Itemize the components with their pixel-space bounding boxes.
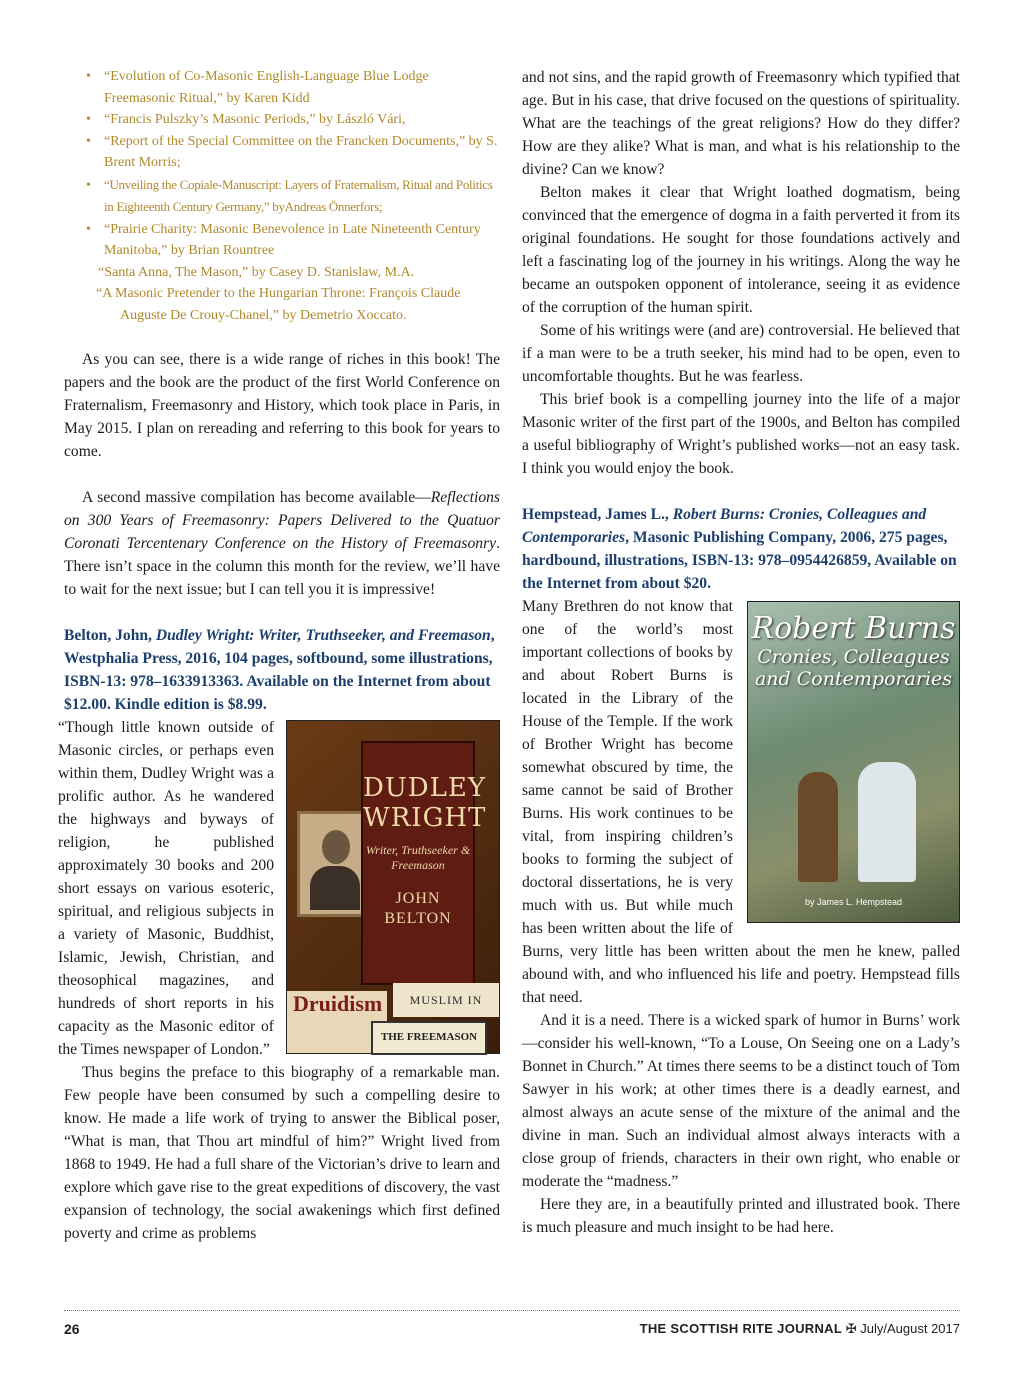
newspaper-druidism: Druidism — [287, 991, 387, 1053]
newspaper-muslim: MUSLIM IN — [393, 983, 499, 1017]
quote-paragraph: “Though little known outside of Masonic circles, or perhaps even within them, Dudley Wright was a prolific author. As he wandered the highways and byways of religion, he published approximately 30 books and 200 short essays on various esoteric, spiritual, and religious subjects in a variety of Masonic, Buddhist, Islamic, Jewish, Christian, and theosophical magazines, and hundreds of short reports in his capacity as the Masonic editor of the Times newspaper of London.” — [58, 719, 274, 1058]
cross-icon: ✠ — [845, 1321, 857, 1336]
paragraph: Here they are, in a beautifully printed and illustrated book. There is much pleasure and much insight to be had here. — [522, 1196, 960, 1236]
paragraph: Belton makes it clear that Wright loathed dogmatism, being convinced that the emergence of dogma in a faith perverted it from its original foundations. He sought for those foundations actively and left a fascinating log of the journey in his writings. Along the way he became an outspoken opponent of intolerance, seeing it as evidence of the corruption of the human spirit. — [522, 184, 960, 316]
footer-divider — [64, 1310, 960, 1311]
journal-footer: THE SCOTTISH RITE JOURNAL ✠ July/August 2017 — [639, 1321, 960, 1336]
paragraph: Thus begins the preface to this biography of a remarkable man. Few people have been consumed by such a compelling desire to know. He made a life work of trying to answer the Biblical poser, “What is man, that Thou art mindful of him?” Wright lived from 1868 to 1949. He had a full share of the Victorian’s drive to learn and explore which gave rise to the great expeditions of discovery, the vast expansion of technology, the social awakenings which first defined poverty and crime as problems — [64, 1064, 500, 1242]
list-item: “A Masonic Pretender to the Hungarian Throne: François Claude Auguste De Crouy-Chanel,” by Demetrio Xoccato. — [96, 286, 461, 323]
cover-illustration — [788, 752, 928, 892]
book-cover-dudley-wright — [286, 720, 500, 1054]
list-item: “Santa Anna, The Mason,” by Casey D. Stanislaw, M.A. — [98, 264, 415, 280]
paragraph: Some of his writings were (and are) controversial. He believed that if a man were to be a truth seeker, his mind had to be open, even to uncomfortable thoughts. But he was fearless. — [522, 322, 960, 385]
paragraph: As you can see, there is a wide range of riches in this book! The papers and the book are the product of the first World Conference on Fraternalism, Freemasonry and History, which took place in Paris, in May 2015. I plan on rereading and referring to this book for years to come. — [64, 351, 500, 460]
paragraph: And it is a need. There is a wicked spark of humor in Burns’ work—consider his well-known, “To a Louse, On Seeing one on a Lady’s Bonnet in Church.” At times there seems to be a distinct touch of Tom Sawyer in his work; at other times there is a deadly earnest, and almost always an acute sense of the mixture of the animal and the divine in man. Such an individual almost always interacts with a close group of friends, characters in their own right, who enable or moderate the “madness.” — [522, 1012, 960, 1190]
review-heading-hempstead: Hempstead, James L., Robert Burns: Cronies, Colleagues and Contemporaries, Masonic Publishing Company, 2006, 275 pages, hardbound, illustrations, ISBN-13: 978–0954426859, Available on the Internet from about $20. — [522, 506, 957, 592]
paragraph: A second massive compilation has become available—Reflections on 300 Years of Freemasonry: Papers Delivered to the Quatuor Coronati Tercentenary Conference on the History of Freemasonry. There isn’t space in the column this month for the review, we’ll have to wait for the next issue; but I can tell you it is impressive! — [64, 489, 500, 598]
book-spine: DUDLEY WRIGHT Writer, Truthseeker & Freemason JOHN BELTON — [361, 741, 475, 985]
papers-list — [64, 66, 500, 326]
right-column — [522, 66, 960, 1239]
page-number: 26 — [64, 1321, 80, 1337]
paragraph: Many Brethren do not know that one of the world’s most important collections of books by and about Robert Burns is located in the Library of the House of the Temple. If the work of Brother Wright has become somewhat obscured by time, the same cannot be said of Brother Burns. His work continues to be vital, from inspiring children’s books to forming the subject of doctoral dissertations, he is very much with us. But while much has been written about the life of Burns, very little has been written about the men he knew, palled abound with, and who influenced his life and poetry. Hempstead fills that need. — [522, 598, 960, 1006]
list-item: • “Francis Pulszky’s Masonic Periods,” by László Vári, — [86, 112, 406, 127]
list-item: • “Report of the Special Committee on the Francken Documents,” by S. Brent Morris; — [86, 133, 498, 170]
review-heading-belton: Belton, John, Dudley Wright: Writer, Truthseeker, and Freemason, Westphalia Press, 2016, 104 pages, softbound, some illustrations, ISBN-13: 978–1633913363. Available on the Internet from about $12.00. Kindle edition is $8.99. — [64, 627, 495, 713]
newspaper-freemason: THE FREEMASON — [371, 1021, 487, 1055]
list-item: • “Prairie Charity: Masonic Benevolence in Late Nineteenth Century Manitoba,” by Brian Rountree — [86, 221, 481, 258]
list-item: • “Evolution of Co-Masonic English-Language Blue Lodge Freemasonic Ritual,” by Karen Kidd — [86, 69, 429, 106]
list-item: • “Unveiling the Copiale-Manuscript: Layers of Fraternalism, Ritual and Politics in Eighteenth Century Germany,” byAndreas Önnerfors; — [86, 176, 493, 214]
paragraph: and not sins, and the rapid growth of Freemasonry which typified that age. But in his case, that drive focused on the questions of spirituality. What are the teachings of the great religions? How do they differ? How are they alike? What is man, and what is his relationship to the divine? Can we know? — [522, 69, 960, 178]
left-column — [58, 66, 500, 1245]
book-cover-robert-burns — [747, 601, 960, 923]
cover-author: by James L. Hempstead — [804, 897, 903, 907]
paragraph: This brief book is a compelling journey into the life of a major Masonic writer of the first part of the 1900s, and Belton has compiled a useful bibliography of Wright’s published works—not an easy task. I think you would enjoy the book. — [522, 391, 960, 477]
cover-title: Robert Burns Cronies, Colleagues and Contemporaries — [751, 611, 956, 690]
